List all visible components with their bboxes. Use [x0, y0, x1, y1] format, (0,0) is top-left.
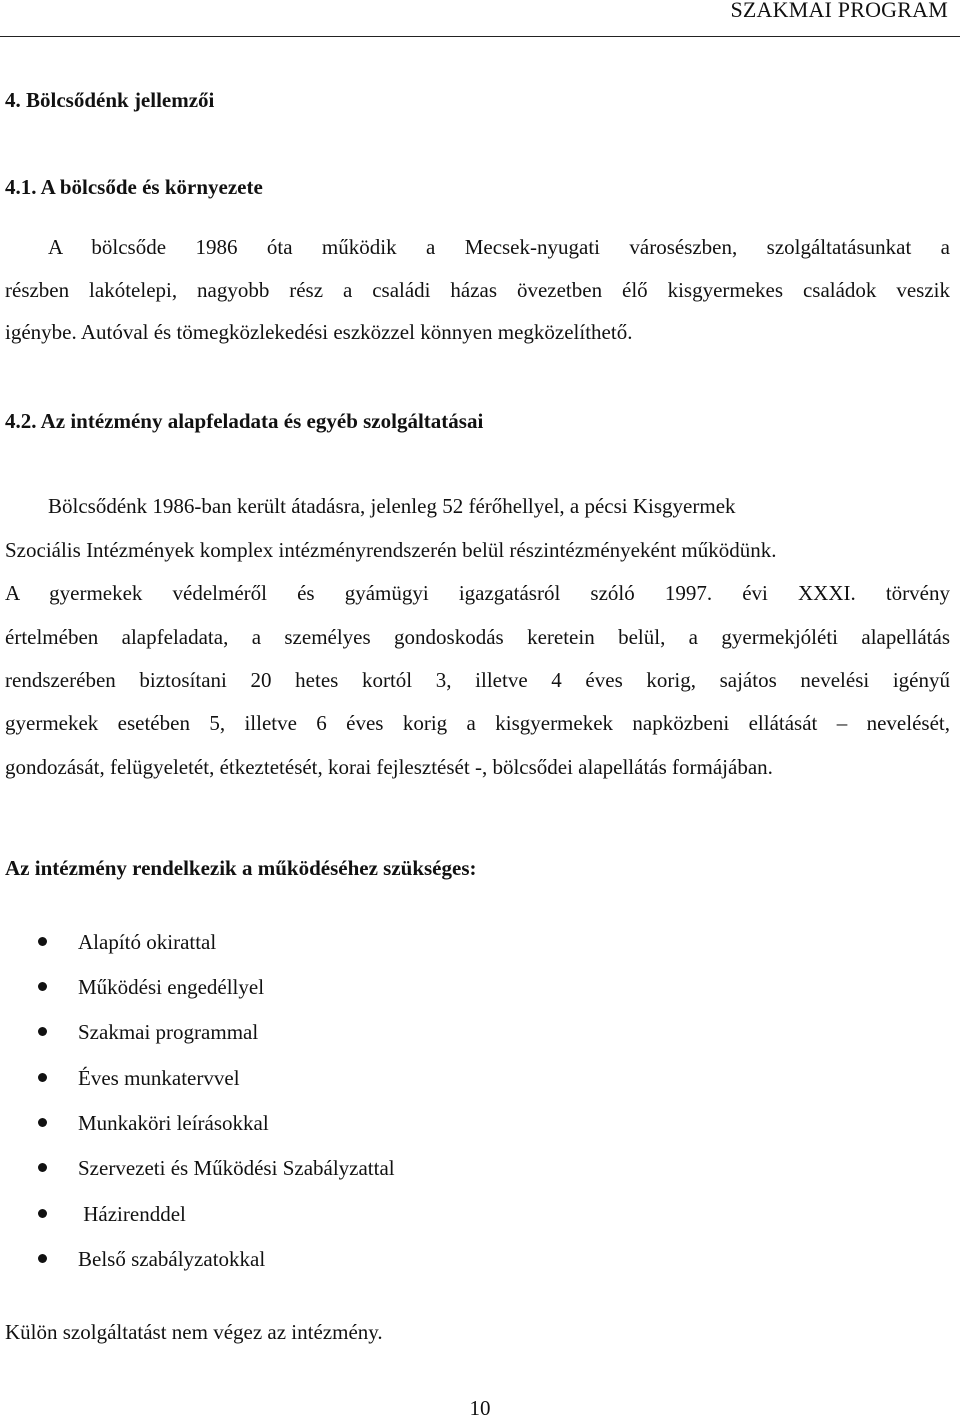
requirements-heading: Az intézmény rendelkezik a működéséhez szükséges:: [5, 856, 477, 880]
paragraph-line: részben lakótelepi, nagyobb rész a családi házas övezetben élő kisgyermekes családok veszik: [5, 278, 950, 302]
section-4-heading: 4. Bölcsődénk jellemzői: [5, 88, 215, 112]
running-header: SZAKMAI PROGRAM: [730, 0, 948, 22]
section-4-2-heading: 4.2. Az intézmény alapfeladata és egyéb szolgáltatásai: [5, 409, 484, 433]
paragraph-line: A gyermekek védelméről és gyámügyi igazgatásról szóló 1997. évi XXXI. törvény: [5, 581, 950, 605]
closing-statement: Külön szolgáltatást nem végez az intézmény.: [5, 1320, 383, 1344]
bullet-icon: [38, 1073, 47, 1082]
bullet-icon: [38, 982, 47, 991]
bullet-icon: [38, 1254, 47, 1263]
page-number: 10: [469, 1396, 491, 1420]
bullet-icon: [38, 1209, 47, 1218]
paragraph-line: rendszerében biztosítani 20 hetes kortól 3, illetve 4 éves korig, sajátos nevelési igényű: [5, 668, 950, 692]
paragraph-line: értelmében alapfeladata, a személyes gondoskodás keretein belül, a gyermekjóléti alapellátás: [5, 625, 950, 649]
section-4-1-heading: 4.1. A bölcsőde és környezete: [5, 175, 263, 199]
header-rule: [0, 36, 960, 37]
paragraph-line: gyermekek esetében 5, illetve 6 éves korig a kisgyermekek napközbeni ellátását – nevelését,: [5, 711, 950, 735]
paragraph-line: Szociális Intézmények komplex intézményrendszerén belül részintézményeként működünk.: [5, 538, 777, 562]
bullet-icon: [38, 1163, 47, 1172]
bullet-icon: [38, 1027, 47, 1036]
bullet-icon: [38, 1118, 47, 1127]
bullet-icon: [38, 937, 47, 946]
paragraph-line: A bölcsőde 1986 óta működik a Mecsek-nyugati városészben, szolgáltatásunkat a: [48, 235, 950, 259]
paragraph-line: igénybe. Autóval és tömegközlekedési eszközzel könnyen megközelíthető.: [5, 320, 633, 344]
paragraph-line: Bölcsődénk 1986-ban került átadásra, jelenleg 52 férőhellyel, a pécsi Kisgyermek: [48, 494, 736, 518]
paragraph-line: gondozását, felügyeletét, étkeztetését, korai fejlesztését -, bölcsődei alapellátás formájában.: [5, 755, 773, 779]
